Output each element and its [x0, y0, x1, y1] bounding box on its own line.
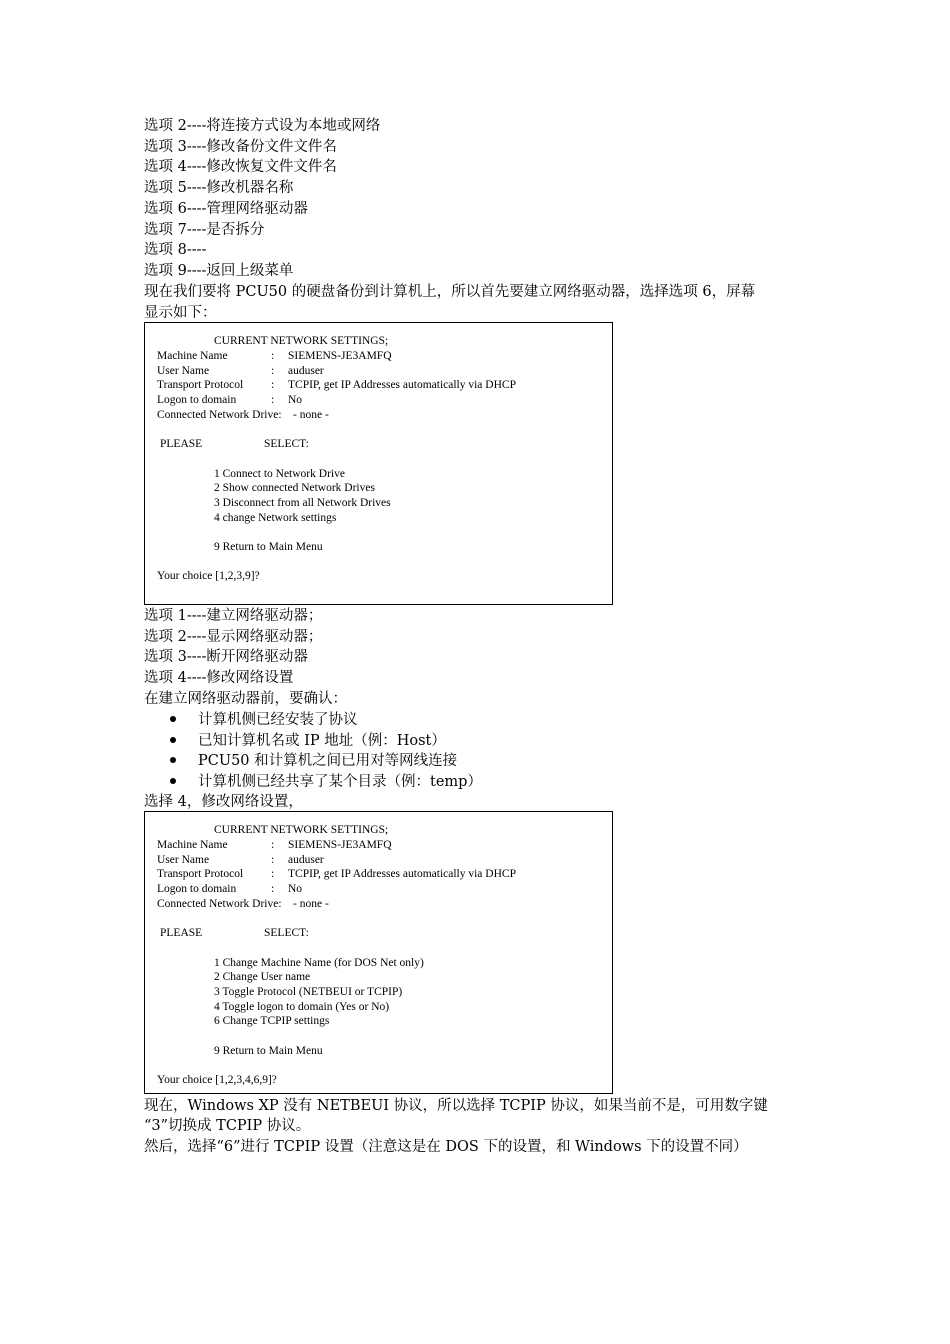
screen-title: CURRENT NETWORK SETTINGS; — [214, 335, 389, 347]
setting-sep: : — [271, 839, 275, 851]
list-item — [170, 710, 358, 731]
setting-sep: : — [271, 379, 275, 391]
menu-option: 6 Change TCPIP settings — [214, 1015, 330, 1027]
select-label: SELECT: — [264, 927, 309, 939]
option-line: 选项 1----建立网络驱动器； — [144, 608, 323, 624]
paragraph-line: 现在，Windows XP 没有 NETBEUI 协议，所以选择 TCPIP 协议，如果当前不是，可用数字键 — [144, 1098, 768, 1114]
setting-sep: : — [271, 365, 275, 377]
option-line: 选项 2----显示网络驱动器； — [144, 629, 323, 645]
setting-label: Machine Name — [157, 839, 228, 851]
setting-value: auduser — [288, 854, 324, 866]
option-line: 选项 3----断开网络驱动器 — [144, 649, 308, 665]
select-label: SELECT: — [264, 438, 309, 450]
setting-label: Transport Protocol — [157, 379, 244, 391]
screen-title: CURRENT NETWORK SETTINGS; — [214, 824, 389, 836]
menu-option: 1 Connect to Network Drive — [214, 468, 345, 480]
paragraph-line: 选择 4，修改网络设置， — [144, 794, 303, 810]
intro-line: 选项 8---- — [144, 242, 207, 258]
setting-sep: : — [271, 350, 275, 362]
please-label: PLEASE — [160, 927, 203, 939]
intro-line: 选项 7----是否拆分 — [144, 222, 265, 238]
bullet-icon — [170, 716, 176, 722]
setting-sep: : — [271, 854, 275, 866]
menu-option: 3 Toggle Protocol (NETBEUI or TCPIP) — [214, 986, 403, 998]
choice-prompt: Your choice [1,2,3,9]? — [157, 570, 260, 582]
setting-label: Logon to domain — [157, 394, 237, 406]
confirm-heading: 在建立网络驱动器前，要确认： — [144, 691, 347, 707]
menu-option: 4 change Network settings — [214, 512, 337, 524]
menu-return: 9 Return to Main Menu — [214, 1045, 323, 1057]
intro-line: 选项 6----管理网络驱动器 — [144, 201, 308, 217]
bullet-icon — [170, 757, 176, 763]
intro-line: 选项 5----修改机器名称 — [144, 180, 294, 196]
list-item-text: PCU50 和计算机之间已用对等网线连接 — [198, 753, 458, 769]
connected-drive: Connected Network Drive: - none - — [157, 898, 329, 910]
menu-option: 3 Disconnect from all Network Drives — [214, 497, 391, 509]
intro-line: 选项 9----返回上级菜单 — [144, 263, 294, 279]
setting-sep: : — [271, 883, 275, 895]
setting-value: No — [288, 883, 303, 895]
setting-label: Machine Name — [157, 350, 228, 362]
bullet-icon — [170, 737, 176, 743]
setting-value: auduser — [288, 365, 324, 377]
list-item — [170, 772, 482, 793]
list-item-text: 计算机侧已经安装了协议 — [198, 712, 358, 728]
intro-line: 选项 4----修改恢复文件文件名 — [144, 159, 337, 175]
setting-label: Logon to domain — [157, 883, 237, 895]
menu-option: 2 Change User name — [214, 971, 311, 983]
setting-value: TCPIP, get IP Addresses automatically via DHCP — [288, 379, 516, 391]
connected-drive: Connected Network Drive: - none - — [157, 409, 329, 421]
menu-option: 4 Toggle logon to domain (Yes or No) — [214, 1001, 390, 1013]
setting-value: TCPIP, get IP Addresses automatically via DHCP — [288, 868, 516, 880]
paragraph-line: 显示如下： — [144, 305, 217, 321]
list-item — [170, 751, 457, 772]
list-item-text: 已知计算机名或 IP 地址（例：Host） — [198, 733, 446, 749]
option-line: 选项 4----修改网络设置 — [144, 670, 294, 686]
network-settings-screen-1 — [144, 322, 613, 605]
setting-sep: : — [271, 868, 275, 880]
network-settings-screen-2 — [144, 811, 613, 1094]
intro-line: 选项 2----将连接方式设为本地或网络 — [144, 118, 381, 134]
choice-prompt: Your choice [1,2,3,4,6,9]? — [157, 1074, 277, 1086]
list-item — [170, 731, 446, 752]
setting-label: Transport Protocol — [157, 868, 244, 880]
setting-sep: : — [271, 394, 275, 406]
bullet-icon — [170, 778, 176, 784]
intro-line: 选项 3----修改备份文件文件名 — [144, 139, 337, 155]
setting-value: SIEMENS-JE3AMFQ — [288, 839, 392, 851]
list-item-text: 计算机侧已经共享了某个目录（例：temp） — [198, 774, 482, 790]
setting-label: User Name — [157, 365, 210, 377]
setting-value: No — [288, 394, 303, 406]
paragraph-line: “3”切换成 TCPIP 协议。 — [144, 1118, 311, 1134]
setting-label: User Name — [157, 854, 210, 866]
please-label: PLEASE — [160, 438, 203, 450]
menu-return: 9 Return to Main Menu — [214, 541, 323, 553]
menu-option: 2 Show connected Network Drives — [214, 482, 375, 494]
paragraph-line: 现在我们要将 PCU50 的硬盘备份到计算机上，所以首先要建立网络驱动器，选择选项 6，屏幕 — [144, 284, 756, 300]
setting-value: SIEMENS-JE3AMFQ — [288, 350, 392, 362]
paragraph-line: 然后，选择“6”进行 TCPIP 设置（注意这是在 DOS 下的设置，和 Windows 下的设置不同） — [144, 1139, 748, 1155]
menu-option: 1 Change Machine Name (for DOS Net only) — [214, 957, 424, 969]
